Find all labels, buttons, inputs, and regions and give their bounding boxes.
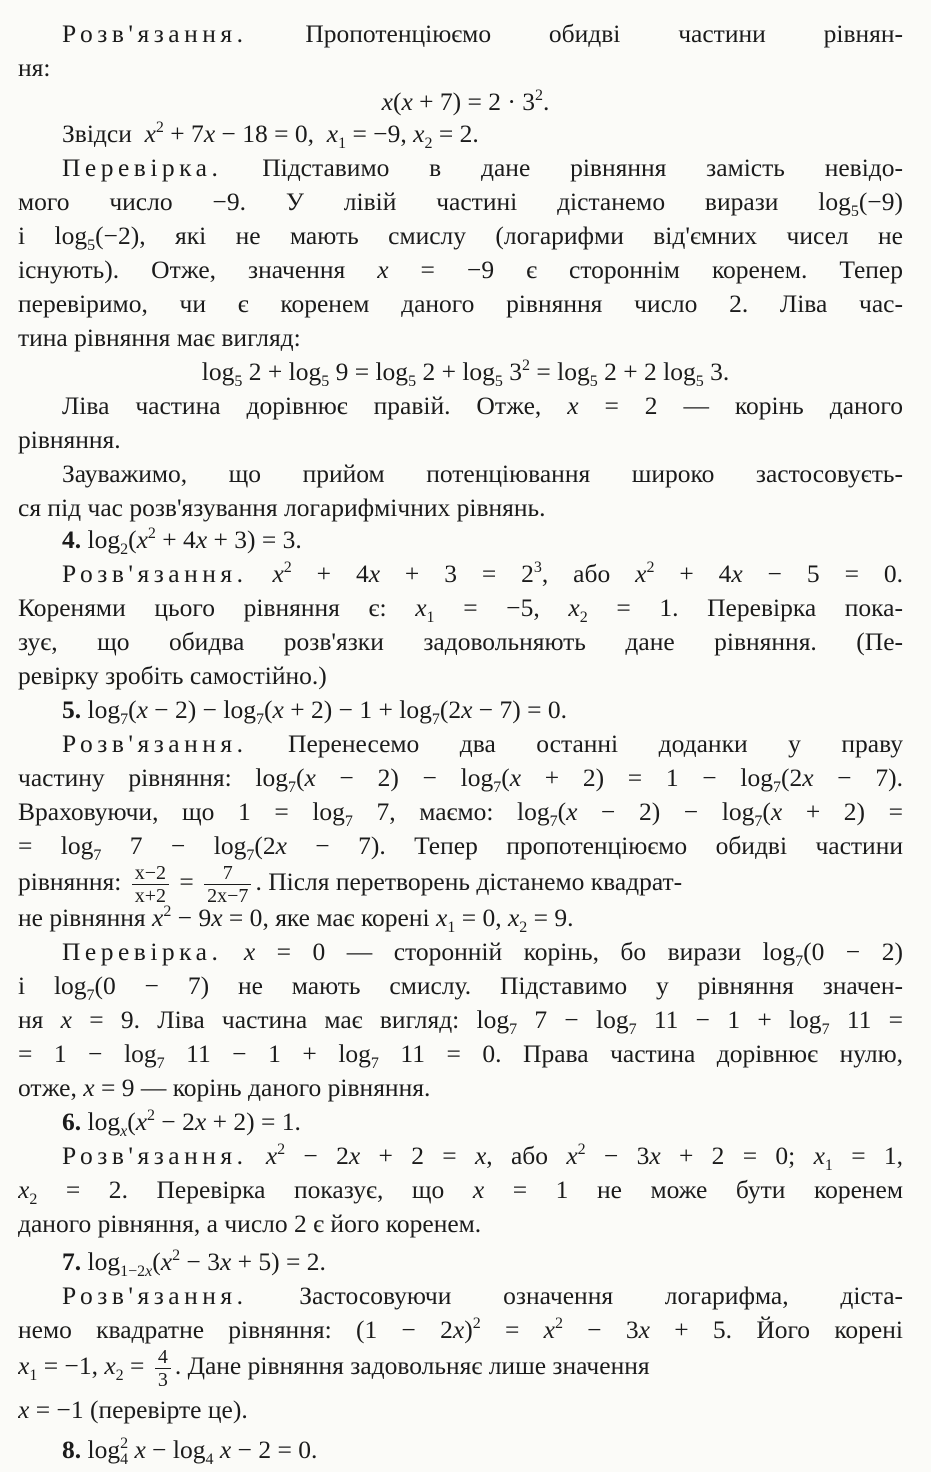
exercise-5-check-4: = $1 - \log_7 11 - 1 + \log_7 11 = 0$. Права частина дорівнює нулю, bbox=[18, 1039, 903, 1070]
exercise-4-title: 4. $\log_2(x^2 + 4x + 3) = 3$. bbox=[62, 525, 302, 556]
exercise-6-title: 6. $\log_x(x^2 - 2x + 2) = 1$. bbox=[62, 1107, 301, 1138]
exercise-4-line-2: Коренями цього рівняння є: $x_1 = -5$, $x_2 = 1$. Перевірка пока- bbox=[18, 593, 903, 624]
fraction-right: $\frac{7}{2x-7}$ bbox=[204, 862, 251, 907]
exercise-5-title: 5. $\log_7(x - 2) - \log_7(x + 2) - 1 + \log_7(2x - 7) = 0$. bbox=[62, 695, 568, 726]
equation-2: Звідси $x^2 + 7x - 18 = 0$, $x_1 = -9$, $x_2 = 2$. bbox=[62, 119, 479, 150]
check-line-5: перевіримо, чи є коренем даного рівняння число 2. Ліва час- bbox=[18, 289, 903, 318]
exercise-7-line-4: x = −1 (перевірте це). bbox=[18, 1395, 248, 1424]
check-line-1: Перевірка. Підставимо в дане рівняння замість невідо- bbox=[62, 153, 903, 182]
exercise-5-check-2: і $\log_7(0 - 7)$ не мають смислу. Підставимо у рівняння значен- bbox=[18, 971, 903, 1002]
exercise-5-line-4: = $\log_7 7 - \log_7(2x - 7)$. Тепер пропотенціюємо обидві частини bbox=[18, 831, 903, 862]
exercise-4-line-1: Розв'язання. $x^2 + 4x + 3 = 2^3$, або $x^2 + 4x - 5 = 0$. bbox=[62, 559, 903, 588]
equation-3: $\log_5 2 + \log_5 9 = \log_5 2 + \log_5 3^2 = \log_5 2 + 2$ $\log_5 3$. bbox=[201, 357, 730, 388]
check-line-6: тина рівняння має вигляд: bbox=[18, 323, 301, 352]
exercise-5-check-5: отже, x = 9 — корінь даного рівняння. bbox=[18, 1073, 431, 1102]
exercise-7-line-3: $x_1 = -1$, $x_2$ = $\frac{4}{3}$ . Дане рівняння задовольняє лише значення bbox=[18, 1345, 650, 1391]
check-line-9: рівняння. bbox=[18, 425, 121, 454]
exercise-6-line-1: Розв'язання. $x^2 - 2x + 2 = x$, або $x^2 - 3x + 2 = 0$; $x_1 = 1$, bbox=[62, 1141, 903, 1172]
exercise-7-line-1: Розв'язання. Застосовуючи означення логарифма, діста- bbox=[62, 1281, 903, 1310]
solution-label: Розв'язання. bbox=[62, 19, 248, 48]
check-line-2: мого число −9. У лівій частині дістанемо вирази $\log_5(-9)$ bbox=[18, 187, 903, 218]
exercise-5-line-3: Враховуючи, що $1 = \log_7 7$, маємо: $\log_7(x - 2) - \log_7(x + 2)$ = bbox=[18, 797, 903, 828]
exercise-7-line-2: немо квадратне рівняння: $(1 - 2x)^2 = x^2 - 3x + 5$. Його корені bbox=[18, 1315, 903, 1344]
note-line-1: Зауважимо, що прийом потенціювання широко застосовуєть- bbox=[62, 459, 903, 488]
solution-line-2: ня: bbox=[18, 53, 51, 82]
solution-line-1: Розв'язання. Пропотенціюємо обидві частини рівнян- bbox=[62, 19, 903, 48]
exercise-6-line-2: $x_2 = 2$. Перевірка показує, що x = 1 не може бути коренем bbox=[18, 1175, 903, 1206]
exercise-8-title: 8. $\log_4^2 x - \log_4 x - 2 = 0$. bbox=[62, 1435, 318, 1466]
exercise-4-line-3: зує, що обидва розв'язки задовольняють дане рівняння. (Пе- bbox=[18, 627, 903, 656]
fraction-left: $\frac{x-2}{x+2}$ bbox=[132, 862, 169, 907]
exercise-4-line-4: ревірку зробіть самостійно.) bbox=[18, 661, 327, 690]
check-line-3: і $\log_5(-2)$, які не мають смислу (логарифми від'ємних чисел не bbox=[18, 221, 903, 252]
check-line-8: Ліва частина дорівнює правій. Отже, x = 2 — корінь даного bbox=[62, 391, 903, 420]
exercise-5-line-6: не рівняння $x^2 - 9x = 0$, яке має корені $x_1 = 0$, $x_2 = 9$. bbox=[18, 903, 574, 934]
equation-1: $x(x + 7) = 2 \cdot 3^2$. bbox=[381, 87, 550, 116]
exercise-7-title: 7. $\log_{1-2x}(x^2 - 3x + 5) = 2$. bbox=[62, 1247, 326, 1278]
note-line-2: ся під час розв'язування логарифмічних рівнянь. bbox=[18, 493, 546, 522]
check-line-4: існують). Отже, значення x = −9 є стороннім коренем. Тепер bbox=[18, 255, 903, 284]
exercise-6-line-3: даного рівняння, а число 2 є його коренем. bbox=[18, 1209, 482, 1238]
check-label: Перевірка. bbox=[62, 153, 223, 182]
exercise-5-check-1: Перевірка. x = 0 — сторонній корінь, бо вирази $\log_7(0 - 2)$ bbox=[62, 937, 903, 968]
exercise-5-line-1: Розв'язання. Перенесемо два останні доданки у праву bbox=[62, 729, 903, 758]
exercise-5-line-2: частину рівняння: $\log_7(x - 2) - \log_7(x + 2) = 1 - \log_7(2x - 7)$. bbox=[18, 763, 903, 794]
fraction-four-thirds: $\frac{4}{3}$ bbox=[155, 1346, 171, 1391]
exercise-5-check-3: ня x = 9. Ліва частина має вигляд: $\log_7 7 - \log_7 11 - 1 + \log_7 11$ = bbox=[18, 1005, 903, 1036]
exercise-5-line-5: рівняння: $\frac{x-2}{x+2}$ = $\frac{7}{2x-7}$ . Після перетворень дістанемо квадрат- bbox=[18, 861, 683, 907]
